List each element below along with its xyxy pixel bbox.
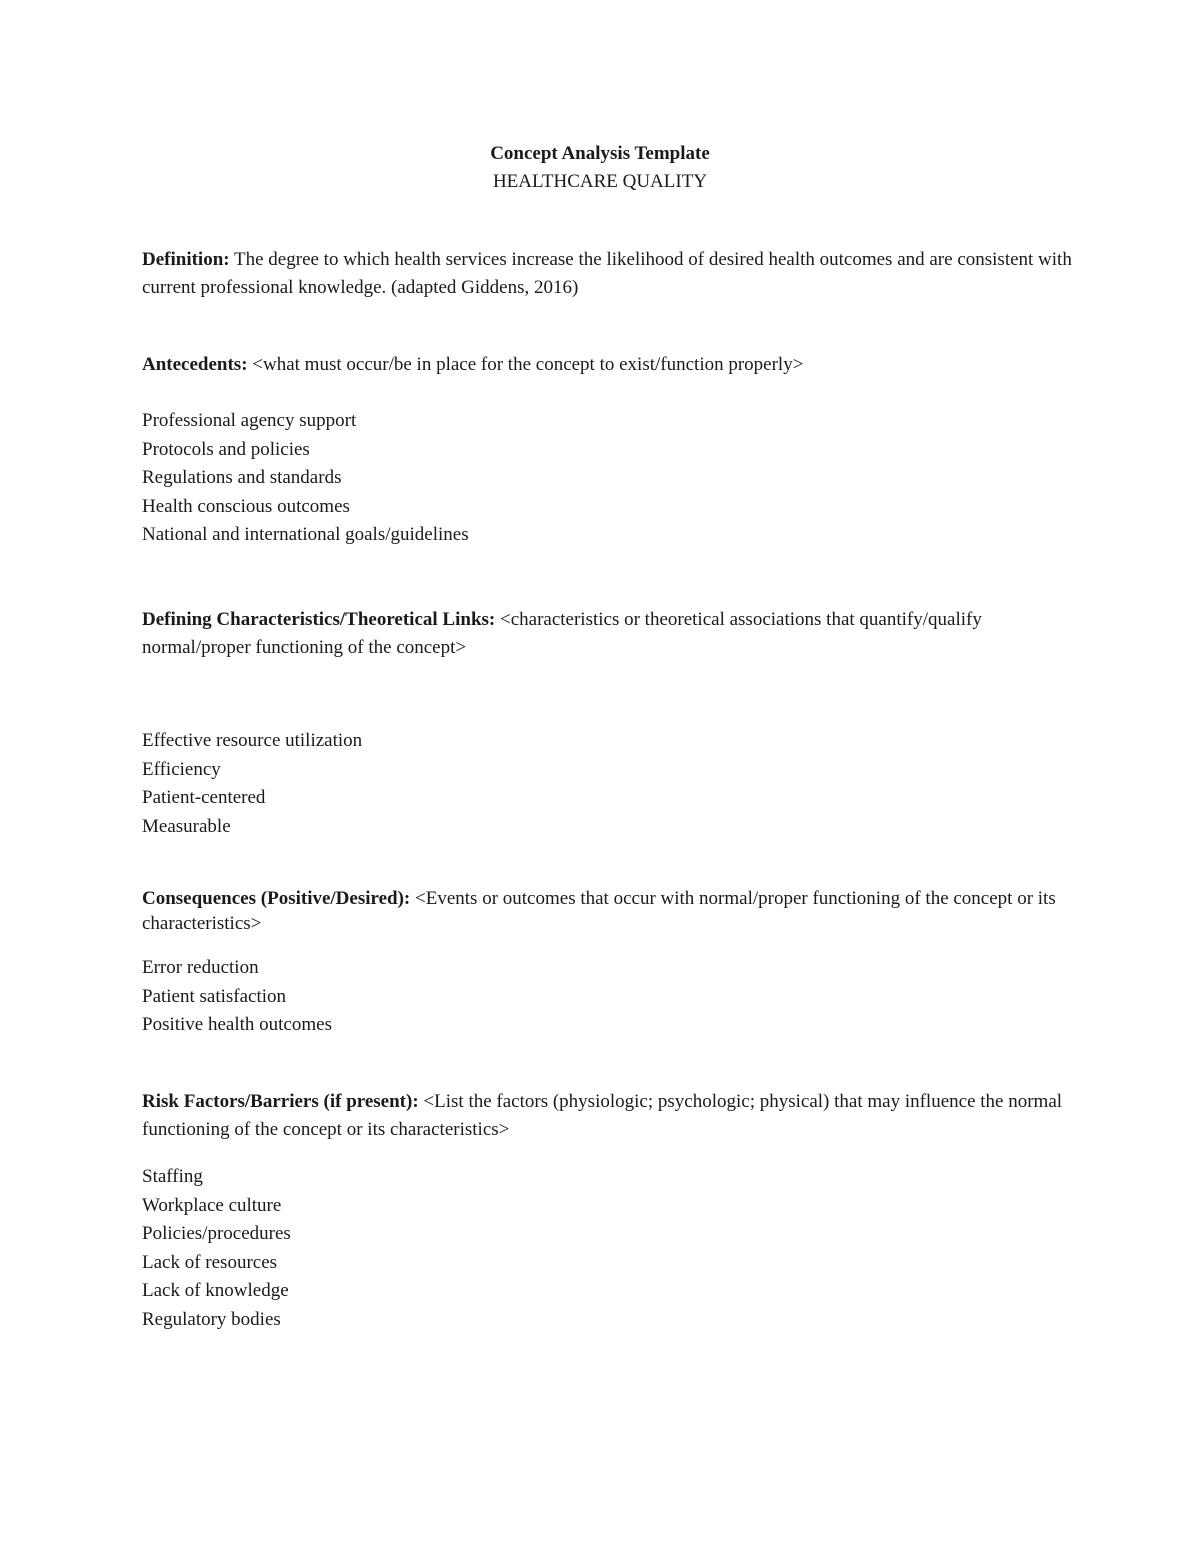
antecedents-paragraph bbox=[142, 351, 1082, 379]
definition-paragraph bbox=[142, 246, 1082, 302]
list-item: Measurable bbox=[142, 815, 231, 837]
risk-factors-list bbox=[142, 1163, 1042, 1334]
list-item: National and international goals/guidelines bbox=[142, 524, 469, 545]
definition-section bbox=[142, 246, 1082, 302]
risk-factors-section bbox=[142, 1088, 1082, 1144]
characteristics-label: Defining Characteristics/Theoretical Links: bbox=[142, 609, 496, 630]
risk-factors-label: Risk Factors/Barriers (if present): bbox=[142, 1091, 419, 1112]
antecedents-list bbox=[142, 407, 1042, 550]
consequences-label: Consequences (Positive/Desired): bbox=[142, 888, 411, 909]
list-item: Efficiency bbox=[142, 758, 221, 780]
list-item: Policies/procedures bbox=[142, 1223, 291, 1244]
characteristics-list bbox=[142, 727, 1042, 841]
consequences-section bbox=[142, 886, 1082, 936]
list-item: Effective resource utilization bbox=[142, 730, 363, 751]
document-subtitle: HEALTHCARE QUALITY bbox=[492, 171, 708, 192]
list-item: Workplace culture bbox=[142, 1194, 282, 1216]
list-item: Health conscious outcomes bbox=[142, 495, 350, 517]
consequences-paragraph bbox=[142, 886, 1082, 936]
list-item: Error reduction bbox=[142, 957, 259, 978]
list-item: Regulatory bodies bbox=[142, 1308, 281, 1330]
risk-factors-prompt: <List the factors (physiologic; psychologic; physical) that may influence the normal functioning of the concept or its characteristics> bbox=[142, 1091, 1063, 1140]
antecedents-prompt: <what must occur/be in place for the concept to exist/function properly> bbox=[247, 354, 804, 375]
consequences-list bbox=[142, 954, 1042, 1040]
list-item: Positive health outcomes bbox=[142, 1014, 332, 1035]
document-title: Concept Analysis Template bbox=[490, 143, 710, 164]
consequences-prompt: <Events or outcomes that occur with normal/proper functioning of the concept or its characteristics> bbox=[142, 888, 1056, 934]
list-item: Professional agency support bbox=[142, 410, 357, 431]
antecedents-label: Antecedents: bbox=[142, 354, 248, 375]
characteristics-prompt: <characteristics or theoretical associations that quantify/qualify normal/proper functioning of the concept> bbox=[142, 609, 982, 658]
list-item: Regulations and standards bbox=[142, 467, 342, 488]
list-item: Patient satisfaction bbox=[142, 985, 287, 1007]
list-item: Lack of resources bbox=[142, 1251, 278, 1273]
antecedents-section bbox=[142, 351, 1082, 379]
list-item: Lack of knowledge bbox=[142, 1280, 289, 1301]
list-item: Patient-centered bbox=[142, 787, 266, 808]
definition-label: Definition: bbox=[142, 249, 230, 270]
definition-text: The degree to which health services increase the likelihood of desired health outcomes and are consistent with current professional knowledge. (adapted Giddens, 2016) bbox=[142, 249, 1072, 298]
characteristics-paragraph bbox=[142, 606, 1082, 662]
characteristics-section bbox=[142, 606, 1082, 662]
list-item: Protocols and policies bbox=[142, 438, 310, 460]
risk-factors-paragraph bbox=[142, 1088, 1082, 1144]
title-block bbox=[0, 140, 1200, 196]
list-item: Staffing bbox=[142, 1166, 203, 1187]
